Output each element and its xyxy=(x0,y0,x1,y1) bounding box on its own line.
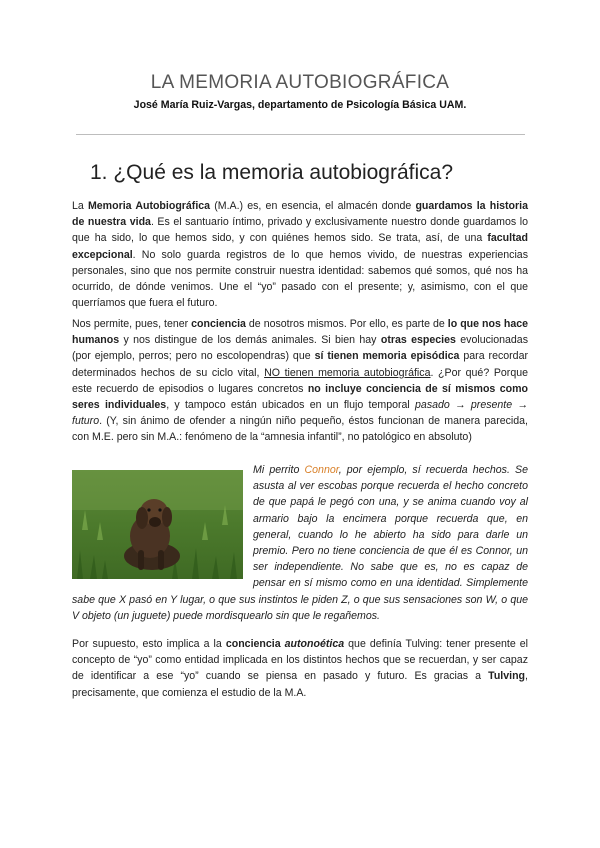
paragraph-2 xyxy=(72,316,528,446)
document-author: José María Ruiz-Vargas, departamento de Psicología Básica UAM. xyxy=(133,99,467,111)
text-run: . (Y, sin ánimo de ofender a ningún niño pequeño, éstos funcionan de manera parecida, con M.E. pero sin M.A.: fenómeno de la “amnesia infantil”, no patológico en absoluto) xyxy=(72,415,528,444)
text-run: (M.A.) es, en esencia, el almacén donde xyxy=(210,200,416,212)
document-title: LA MEMORIA AUTOBIOGRÁFICA xyxy=(150,72,450,93)
text-run: evolucionadas (por ejemplo, perros; pero no escolopendras) que xyxy=(72,334,528,363)
text-run: de nosotros mismos. Por ello, es parte de xyxy=(245,318,448,330)
bold-run: guardamos la historia de nuestra vida xyxy=(72,200,528,229)
text-run: Por supuesto, esto implica a la xyxy=(72,638,226,650)
bold-run: sí tienen memoria episódica xyxy=(314,350,460,363)
text-run: . ¿Por qué? Porque este recuerdo de episodios o lugares concretos xyxy=(72,366,528,395)
text-run: que definía Tulving: tener presente el concepto de “yo” como entidad implicada en los distintos hechos que se recuerdan, y ser capaz de identificar a ese “yo” cuando se piensa en pasado y futuro. Es gracias a xyxy=(72,638,528,683)
text-run: La xyxy=(72,200,88,212)
bold-run: Tulving xyxy=(488,670,526,683)
dog-name: Connor xyxy=(304,464,339,476)
text-run: Nos permite, pues, tener xyxy=(72,318,192,330)
bold-run: otras especies xyxy=(380,334,456,347)
section-heading: 1. ¿Qué es la memoria autobiográfica? xyxy=(90,161,454,184)
text-run: , por ejemplo, sí recuerda hechos. Se asusta al ver escobas porque recuerda el hecho concreto de que papá le pegó con una, y se anima cuando voy al armario bajo la encimera porque recuerda que, en general, cuando lo he abierto ha sido para darle un premio. Pero no tiene conciencia de que él es Connor, un ser independiente. No sabe que es, no es capaz de pensar en sí mismo como en una identidad. Simplemente sabe que X pasó en Y lugar, o que sus instintos le piden Z, o que sus sensaciones son W, o que V objeto (un juguete) puede mordisquearlo sin que le regañemos. xyxy=(72,464,528,622)
bold-italic-run: autonoética xyxy=(284,638,345,650)
dog-photo xyxy=(72,470,243,579)
bold-run: conciencia xyxy=(225,638,285,650)
bold-run: lo que nos hace humanos xyxy=(72,318,528,347)
underlined-run: NO tienen memoria autobiográfica xyxy=(264,366,431,379)
text-run: , y tampoco están ubicados en un flujo temporal xyxy=(166,399,416,412)
bold-run: no incluye conciencia de sí mismos como seres individuales xyxy=(72,382,528,412)
paragraph-3 xyxy=(72,636,528,701)
text-run: . No solo guarda registros de lo que hemos vivido, de nuestras experiencias personales, sino que nos permite construir nuestra identidad: sabemos qué somos, qué nos ha ocurrido, de dónde venimos. Une el “yo” pasado con el presente; y, asimismo, con el que querríamos que fuera el futuro. xyxy=(72,248,528,310)
text-run: Mi perrito xyxy=(253,464,305,476)
italic-run: pasado → presente → futuro xyxy=(72,399,529,428)
bold-run: facultad excepcional xyxy=(72,232,528,261)
header-divider xyxy=(76,134,525,135)
bold-run: conciencia xyxy=(191,318,246,330)
text-run: , precisamente, que comienza el estudio de la M.A. xyxy=(72,670,528,699)
text-run: y nos distingue de los demás animales. Si bien hay xyxy=(119,334,381,347)
text-run: . Es el santuario íntimo, privado y exclusivamente nuestro donde guardamos lo que ha sido, lo que hemos sido, y con quiénes hemos sido. Se trata, así, de una xyxy=(72,216,528,245)
bold-run: Memoria Autobiográfica xyxy=(87,200,211,212)
paragraph-1 xyxy=(72,198,528,311)
text-run: para recordar determinados hechos de su ciclo vital, xyxy=(72,350,528,379)
dog-image xyxy=(72,470,243,579)
